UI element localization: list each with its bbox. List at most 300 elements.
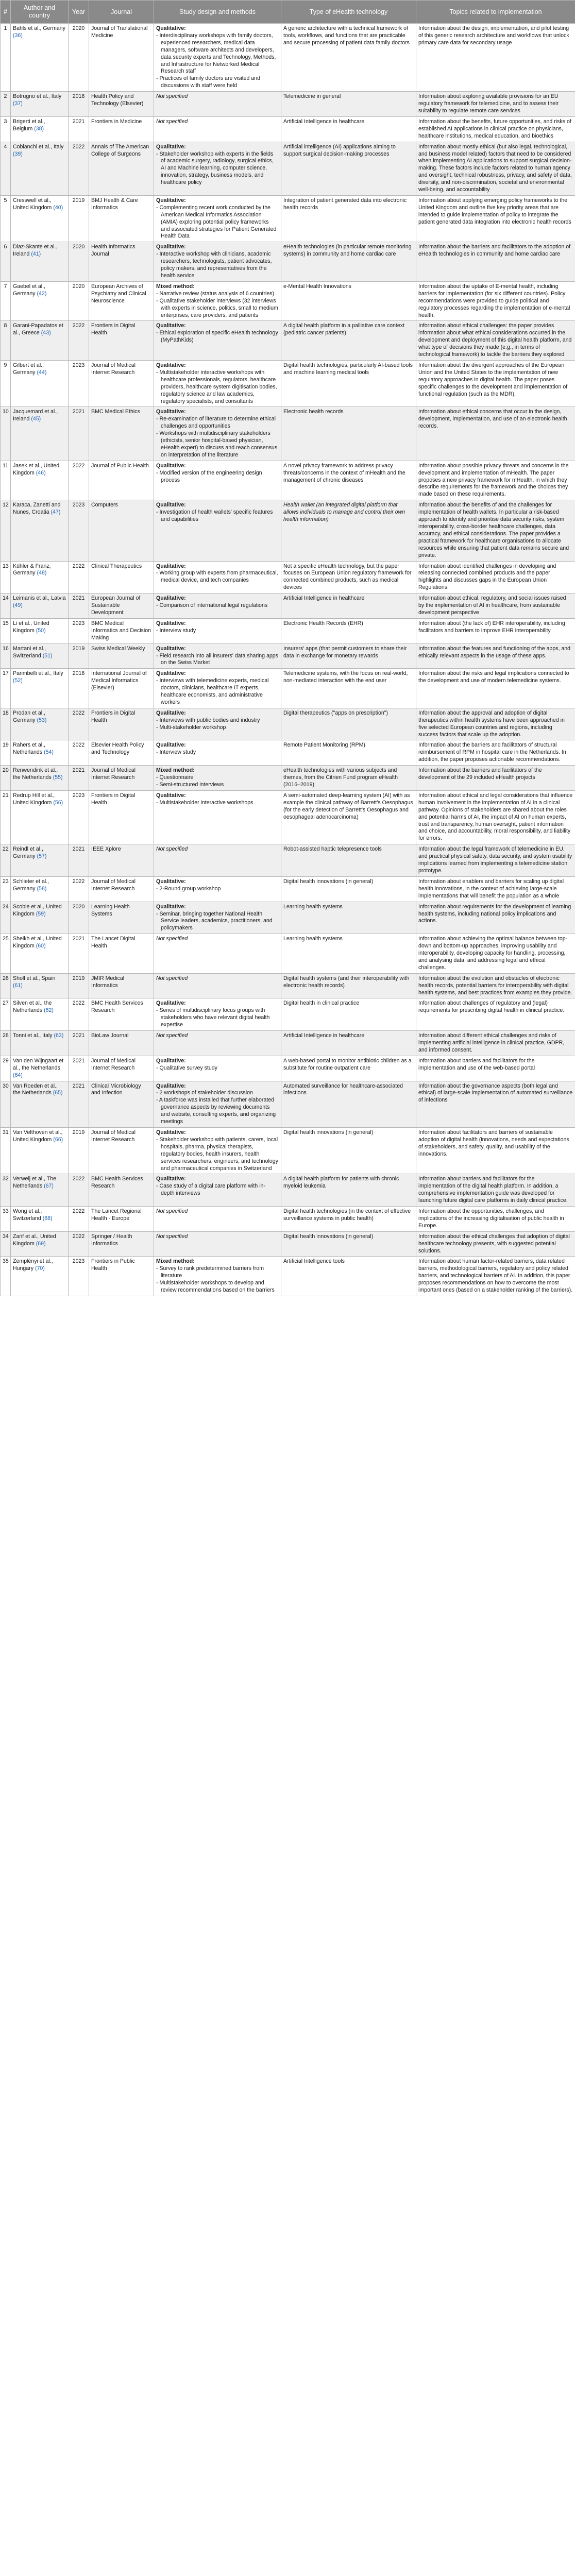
design-method-item: - 2-Round group workshop xyxy=(156,885,221,892)
journal-cell: Journal of Medical Internet Research xyxy=(89,360,154,406)
technology-cell: Digital health innovations (in general) xyxy=(281,1231,416,1257)
reference-link[interactable]: (58) xyxy=(37,885,47,892)
topics-cell: Information about the governance aspects (both legal and ethical) of large-scale implementation of automated surveillance of infections xyxy=(416,1081,575,1127)
technology-cell: Artificial Intelligence tools xyxy=(281,1257,416,1296)
row-number: 22 xyxy=(1,844,11,877)
author-cell xyxy=(11,973,69,998)
reference-link[interactable]: (49) xyxy=(13,602,23,609)
row-number: 21 xyxy=(1,790,11,844)
design-cell xyxy=(154,1031,281,1056)
table-row xyxy=(1,934,575,974)
topics-cell: Information about barriers and facilitators for the implementation and use of the web-based portal xyxy=(416,1056,575,1081)
design-method-item: - Survey to rank predetermined barriers from literature xyxy=(156,1265,264,1279)
journal-cell: BMJ Health & Care Informatics xyxy=(89,195,154,242)
design-cell xyxy=(154,461,281,500)
row-number: 28 xyxy=(1,1031,11,1056)
design-cell xyxy=(154,24,281,92)
reference-link[interactable]: (52) xyxy=(13,677,23,684)
topics-cell: Information about requirements for the development of learning health systems, including national policy implications and actions. xyxy=(416,902,575,934)
table-row xyxy=(1,998,575,1031)
design-cell xyxy=(154,876,281,902)
author-name: Verweij et al., The Netherlands xyxy=(13,1176,57,1190)
topics-cell: Information about the barriers and facilitators of structural reimbursement of RPM in hospital care in the Netherlands. In addition, the paper proposes actionable recommendations. xyxy=(416,740,575,766)
journal-cell: Clinical Microbiology and Infection xyxy=(89,1081,154,1127)
journal-cell: Learning Health Systems xyxy=(89,902,154,934)
table-row xyxy=(1,669,575,708)
topics-cell: Information about ethical and legal considerations that influence human involvement in the implementation of AI in a clinical pathway. Opinions of stakeholders are shared about the roles and potential harms of AI, the impact of AI on human experts, trust and transparency, human oversight, patient information and choice, and accountability, moral responsibility, and liability for errors. xyxy=(416,790,575,844)
author-cell xyxy=(11,195,69,242)
technology-cell: eHealth technologies with various subjects and themes, from the Citrien Fund program eHealth (2016–2019) xyxy=(281,766,416,791)
design-cell xyxy=(154,142,281,195)
journal-cell: Journal of Public Health xyxy=(89,461,154,500)
table-row xyxy=(1,876,575,902)
design-method-item: - Interviews with telemedicine experts, medical doctors, clinicians, healthcare IT experts, healthcare economists, and administrative workers xyxy=(156,677,269,705)
design-method-item: - Multistakeholder interactive workshops with healthcare professionals, regulators, healthcare providers, healthcare system digitisation bodies, regulatory science and law academics, regulatory specialists, and consultants xyxy=(156,369,277,404)
design-type-label: Qualitative: xyxy=(156,197,186,204)
technology-cell: A digital health platform for patients with chronic myeloid leukemia xyxy=(281,1174,416,1207)
author-name: Schlieter et al., Germany xyxy=(13,878,49,892)
technology-cell: Digital health in clinical practice xyxy=(281,998,416,1031)
technology-cell: A novel privacy framework to address privacy threats/concerns in the context of mHealth and the management of chronic diseases xyxy=(281,461,416,500)
author-cell xyxy=(11,1031,69,1056)
design-type-label: Qualitative: xyxy=(156,670,186,677)
topics-cell: Information about possible privacy threats and concerns in the development and implementation of mHealth. The paper proposes a new privacy framework for mHealth, in which they describe requirements for the framework and the choices they made based on these requirements. xyxy=(416,461,575,500)
author-name: Van Roeden et al., the Netherlands xyxy=(13,1082,58,1096)
table-row xyxy=(1,740,575,766)
reference-link[interactable]: (41) xyxy=(31,251,41,258)
year-cell: 2020 xyxy=(69,902,89,934)
design-type-label: Qualitative: xyxy=(156,1176,186,1182)
row-number: 30 xyxy=(1,1081,11,1127)
design-method-item: - Working group with experts from pharmaceutical, medical device, and tech companies xyxy=(156,570,278,584)
technology-cell: Integration of patient generated data into electronic health records xyxy=(281,195,416,242)
design-method-item: - Multistakeholder interactive workshops xyxy=(156,799,253,806)
design-cell xyxy=(154,1231,281,1257)
table-row xyxy=(1,1081,575,1127)
design-method-item: - Interviews with public bodies and industry xyxy=(156,717,260,723)
author-name: Garani-Papadatos et al., Greece xyxy=(13,323,63,336)
author-cell xyxy=(11,142,69,195)
author-cell xyxy=(11,934,69,974)
topics-cell: Information about human factor-related barriers, data related barriers, methodological barriers, regulatory and policy related barriers, and technological barriers of AI. In addition, this paper proposes recommendations on how to overcome the most important ones (based on a stakeholder ranking of the barriers). xyxy=(416,1257,575,1296)
journal-cell: International Journal of Medical Informatics (Elsevier) xyxy=(89,669,154,708)
table-row xyxy=(1,1231,575,1257)
topics-cell: Information about exploring available provisions for an EU regulatory framework for telemedicine, and to assess their suitability to regulate remote care services xyxy=(416,92,575,117)
row-number: 6 xyxy=(1,242,11,282)
row-number: 24 xyxy=(1,902,11,934)
author-name: Wong et al., Switzerland xyxy=(13,1208,42,1222)
author-name: Gilbert et al., Germany xyxy=(13,362,44,376)
year-cell: 2021 xyxy=(69,934,89,974)
design-type-label: Qualitative: xyxy=(156,563,186,569)
journal-cell: BMC Medical Informatics and Decision Making xyxy=(89,618,154,643)
row-number: 13 xyxy=(1,561,11,594)
journal-cell: Annals of The American College of Surgeons xyxy=(89,142,154,195)
reference-link[interactable]: (40) xyxy=(53,204,63,211)
table-row xyxy=(1,973,575,998)
reference-link[interactable]: (47) xyxy=(50,509,61,516)
author-cell xyxy=(11,407,69,461)
journal-cell: JMIR Medical Informatics xyxy=(89,973,154,998)
design-type-label: Qualitative: xyxy=(156,878,186,885)
design-type-label: Mixed method: xyxy=(156,283,195,290)
author-cell xyxy=(11,1056,69,1081)
design-type-label: Qualitative: xyxy=(156,143,186,150)
design-cell xyxy=(154,360,281,406)
reference-link[interactable]: (65) xyxy=(53,1090,63,1096)
row-number: 26 xyxy=(1,973,11,998)
table-row xyxy=(1,461,575,500)
table-row xyxy=(1,618,575,643)
reference-link[interactable]: (56) xyxy=(53,799,63,806)
technology-cell: A digital health platform in a palliative care context (pediatric cancer patients) xyxy=(281,321,416,361)
author-cell xyxy=(11,92,69,117)
journal-cell: European Archives of Psychiatry and Clinical Neuroscience xyxy=(89,281,154,321)
row-number: 29 xyxy=(1,1056,11,1081)
technology-cell: Digital health systems (and their interoperability with electronic health records) xyxy=(281,973,416,998)
year-cell: 2021 xyxy=(69,594,89,619)
design-method-item: - Qualitative survey study xyxy=(156,1064,217,1071)
author-name: Renwendink et al., the Netherlands xyxy=(13,767,58,781)
design-not-specified: Not specified xyxy=(156,1208,188,1215)
design-not-specified: Not specified xyxy=(156,118,188,125)
author-name: Redrup Hill et al., United Kingdom xyxy=(13,792,55,806)
year-cell: 2023 xyxy=(69,618,89,643)
reference-link[interactable]: (64) xyxy=(13,1072,23,1078)
design-type-label: Qualitative: xyxy=(156,502,186,509)
reference-link[interactable]: (36) xyxy=(13,32,23,39)
author-name: Li et al., United Kingdom xyxy=(13,620,49,634)
year-cell: 2019 xyxy=(69,195,89,242)
author-cell xyxy=(11,360,69,406)
row-number: 5 xyxy=(1,195,11,242)
design-type-label: Qualitative: xyxy=(156,645,186,652)
row-number: 19 xyxy=(1,740,11,766)
year-cell: 2021 xyxy=(69,1081,89,1127)
design-type-label: Qualitative: xyxy=(156,742,186,749)
author-cell xyxy=(11,669,69,708)
journal-cell: IEEE Xplore xyxy=(89,844,154,877)
reference-link[interactable]: (45) xyxy=(31,416,41,422)
journal-cell: Frontiers in Digital Health xyxy=(89,708,154,740)
reference-link[interactable]: (53) xyxy=(37,717,47,723)
author-name: Karaca, Zanetti and Nunes, Croatia xyxy=(13,502,61,516)
technology-cell: A generic architecture with a technical framework of tools, workflows, and functions that are practicable and secure processing of patient data family doctors xyxy=(281,24,416,92)
author-name: Martani et al., Switzerland xyxy=(13,645,46,659)
journal-cell: Computers xyxy=(89,500,154,561)
journal-cell: Journal of Medical Internet Research xyxy=(89,766,154,791)
design-method-item: - Investigation of health wallets' specific features and capabilities xyxy=(156,509,273,523)
technology-cell: Insurers' apps (that permit customers to share their data in exchange for monetary rewards xyxy=(281,643,416,669)
design-cell xyxy=(154,998,281,1031)
table-row xyxy=(1,561,575,594)
reference-link[interactable]: (69) xyxy=(36,1240,46,1247)
year-cell: 2019 xyxy=(69,973,89,998)
row-number: 1 xyxy=(1,24,11,92)
table-row xyxy=(1,321,575,361)
author-name: Sholl et al., Spain xyxy=(13,975,56,981)
design-type-label: Qualitative: xyxy=(156,1000,186,1007)
reference-link[interactable]: (48) xyxy=(37,570,47,577)
author-name: Sheikh et al., United Kingdom xyxy=(13,936,62,950)
row-number: 14 xyxy=(1,594,11,619)
topics-cell: Information about the ethical challenges that adoption of digital healthcare technology presents, with suggested potential solutions. xyxy=(416,1231,575,1257)
author-name: Cresswell et al., United Kingdom xyxy=(13,197,52,211)
table-body xyxy=(1,24,575,1296)
author-name: Gaebel et al., Germany xyxy=(13,283,46,297)
design-type-label: Qualitative: xyxy=(156,792,186,799)
author-cell xyxy=(11,1174,69,1207)
table-row xyxy=(1,902,575,934)
author-cell xyxy=(11,844,69,877)
reference-link[interactable]: (50) xyxy=(36,627,46,634)
technology-cell: Learning health systems xyxy=(281,902,416,934)
year-cell: 2023 xyxy=(69,1257,89,1296)
journal-cell: Springer / Health Informatics xyxy=(89,1231,154,1257)
technology-cell: Electronic health records xyxy=(281,407,416,461)
year-cell: 2023 xyxy=(69,360,89,406)
row-number: 3 xyxy=(1,116,11,142)
journal-cell: The Lancet Digital Health xyxy=(89,934,154,974)
design-method-item: - Interview study xyxy=(156,627,196,634)
reference-link[interactable]: (68) xyxy=(42,1215,53,1222)
row-number: 25 xyxy=(1,934,11,974)
technology-cell: Digital health technologies, particularly AI-based tools and machine learning medical tools xyxy=(281,360,416,406)
year-cell: 2022 xyxy=(69,1231,89,1257)
reference-link[interactable]: (38) xyxy=(34,125,44,132)
year-cell: 2020 xyxy=(69,24,89,92)
design-cell xyxy=(154,1127,281,1174)
technology-cell: A web-based portal to monitor antibiotic children as a substitute for routine outpatient care xyxy=(281,1056,416,1081)
reference-link[interactable]: (43) xyxy=(41,330,51,336)
technology-cell: Digital health technologies (in the context of effective surveillance systems in public health) xyxy=(281,1207,416,1232)
topics-cell: Information about the risks and legal implications connected to the development and use of modern telemedicine systems. xyxy=(416,669,575,708)
journal-cell: Frontiers in Public Health xyxy=(89,1257,154,1296)
year-cell: 2020 xyxy=(69,281,89,321)
year-cell: 2022 xyxy=(69,876,89,902)
author-name: Zemplényi et al., Hungary xyxy=(13,1258,53,1272)
design-type-label: Qualitative: xyxy=(156,1129,186,1136)
row-number: 4 xyxy=(1,142,11,195)
author-cell xyxy=(11,998,69,1031)
technology-cell: Artificial Intelligence in healthcare xyxy=(281,116,416,142)
journal-cell: Frontiers in Digital Health xyxy=(89,321,154,361)
topics-cell: Information about the benefits of and the challenges for implementation of health wallets. In particular a risk-based approach to identify and prioritise data security risks, system interoperability, cross-border healthcare challenges, data accuracy, and ethical considerations. The paper provides a practical framework for healthcare organisations to allocate resources while ensuring that patient data remains secure and private. xyxy=(416,500,575,561)
reference-link[interactable]: (67) xyxy=(44,1183,54,1190)
design-cell xyxy=(154,740,281,766)
author-cell xyxy=(11,500,69,561)
design-not-specified: Not specified xyxy=(156,936,188,942)
reference-link[interactable]: (44) xyxy=(37,369,47,376)
topics-cell: Information about barriers and facilitators for the implementation of the digital health platform. In addition, a comprehensive implementation guide was developed for launching future digital care platforms in daily clinical practice. xyxy=(416,1174,575,1207)
design-cell xyxy=(154,708,281,740)
header-topics: Topics related to implementation xyxy=(416,1,575,24)
topics-cell: Information about the opportunities, challenges, and implications of the increasing digitalisation of public health in Europe. xyxy=(416,1207,575,1232)
journal-cell: Journal of Translational Medicine xyxy=(89,24,154,92)
design-cell xyxy=(154,500,281,561)
design-method-item: - Questionnaire xyxy=(156,774,194,781)
topics-cell: Information about the barriers and facilitators of the development of the 29 included eHealth projects xyxy=(416,766,575,791)
year-cell: 2023 xyxy=(69,790,89,844)
topics-cell: Information about (the lack of) EHR interoperability, including facilitators and barriers to improve EHR interoperability xyxy=(416,618,575,643)
reference-link[interactable]: (70) xyxy=(35,1265,45,1272)
reference-link[interactable]: (42) xyxy=(37,290,47,297)
table-row xyxy=(1,1257,575,1296)
design-type-label: Mixed method: xyxy=(156,1258,195,1265)
year-cell: 2022 xyxy=(69,708,89,740)
topics-cell: Information about challenges of regulatory and (legal) requirements for prescribing digital health in clinical practice. xyxy=(416,998,575,1031)
table-row xyxy=(1,1056,575,1081)
technology-cell: Not a specific eHealth technology, but the paper focuses on European Union regulatory framework for connected combined products, such as medical devices xyxy=(281,561,416,594)
row-number: 18 xyxy=(1,708,11,740)
journal-cell: BMC Health Services Research xyxy=(89,998,154,1031)
author-name: Prodan et al., Germany xyxy=(13,709,46,723)
technology-cell: Digital health innovations (in general) xyxy=(281,876,416,902)
journal-cell: BioLaw Journal xyxy=(89,1031,154,1056)
row-number: 7 xyxy=(1,281,11,321)
table-row xyxy=(1,281,575,321)
topics-cell: Information about the benefits, future opportunities, and risks of established AI applications in clinical practice on physicians, healthcare institutions, medical education, and bioethics xyxy=(416,116,575,142)
author-cell xyxy=(11,618,69,643)
reference-link[interactable]: (51) xyxy=(42,652,53,659)
row-number: 10 xyxy=(1,407,11,461)
technology-cell: Health wallet (an integrated digital platform that allows individuals to manage and control their own health information) xyxy=(281,500,416,561)
author-cell xyxy=(11,1257,69,1296)
row-number: 20 xyxy=(1,766,11,791)
topics-cell: Information about the features and functioning of the apps, and ethically relevant aspects in the usage of these apps. xyxy=(416,643,575,669)
topics-cell: Information about achieving the optimal balance between top-down and bottom-up approaches, improving usability and interoperability, developing capacity for handling, processing, and analysing data, and addressing legal and ethical challenges. xyxy=(416,934,575,974)
reference-link[interactable]: (57) xyxy=(37,853,47,860)
table-row xyxy=(1,360,575,406)
reference-link[interactable]: (63) xyxy=(54,1032,64,1039)
author-cell xyxy=(11,790,69,844)
year-cell: 2019 xyxy=(69,1127,89,1174)
reference-link[interactable]: (61) xyxy=(13,982,23,989)
journal-cell: Frontiers in Digital Health xyxy=(89,790,154,844)
design-cell xyxy=(154,561,281,594)
author-cell xyxy=(11,561,69,594)
reference-link[interactable]: (60) xyxy=(36,943,46,950)
technology-cell: Telemedicine in general xyxy=(281,92,416,117)
journal-cell: BMC Health Services Research xyxy=(89,1174,154,1207)
author-name: Tonni et al., Italy xyxy=(13,1032,53,1039)
row-number: 15 xyxy=(1,618,11,643)
row-number: 31 xyxy=(1,1127,11,1174)
author-cell xyxy=(11,1127,69,1174)
table-row xyxy=(1,1174,575,1207)
design-method-item: - Workshops with multidisciplinary stakeholders (ethicists, senior hospital-based physician, eHealth expert) to discuss and reach consensus on interpretation of the literature xyxy=(156,430,278,458)
reference-link[interactable]: (62) xyxy=(44,1007,54,1014)
journal-cell: Health Policy and Technology (Elsevier) xyxy=(89,92,154,117)
journal-cell: Swiss Medical Weekly xyxy=(89,643,154,669)
table-row xyxy=(1,643,575,669)
design-type-label: Qualitative: xyxy=(156,462,186,469)
journal-cell: Journal of Medical Internet Research xyxy=(89,1056,154,1081)
table-row xyxy=(1,195,575,242)
design-cell xyxy=(154,973,281,998)
author-name: Bahls et al., Germany xyxy=(13,25,65,31)
design-method-item: - Modified version of the engineering design process xyxy=(156,469,262,483)
reference-link[interactable]: (37) xyxy=(13,100,23,107)
topics-cell: Information about the approval and adoption of digital therapeutics within health systems have been approached in five selected European countries and regions, including success factors that scale up the adoption. xyxy=(416,708,575,740)
author-cell xyxy=(11,876,69,902)
reference-link[interactable]: (66) xyxy=(53,1136,63,1143)
technology-cell: Robot-assisted haptic telepresence tools xyxy=(281,844,416,877)
author-cell xyxy=(11,643,69,669)
design-not-specified: Not specified xyxy=(156,1032,188,1039)
year-cell: 2022 xyxy=(69,461,89,500)
year-cell: 2022 xyxy=(69,998,89,1031)
table-row xyxy=(1,1207,575,1232)
reference-link[interactable]: (46) xyxy=(36,469,46,476)
technology-cell: Automated surveillance for healthcare-associated infections xyxy=(281,1081,416,1127)
design-not-specified: Not specified xyxy=(156,1233,188,1240)
year-cell: 2021 xyxy=(69,407,89,461)
author-name: Jacquemard et al., Ireland xyxy=(13,409,58,422)
technology-cell: e-Mental Health Innovations xyxy=(281,281,416,321)
row-number: 16 xyxy=(1,643,11,669)
design-method-item: - Ethical exploration of specific eHealth technology (MyPathKids) xyxy=(156,330,278,344)
row-number: 35 xyxy=(1,1257,11,1296)
design-method-item: - Complementing recent work conducted by the American Medical Informatics Association (AMIA) exploring potential policy frameworks and associated strategies for Patient Generated Health Data xyxy=(156,204,277,240)
reference-link[interactable]: (55) xyxy=(53,774,63,781)
author-name: Silven et al., the Netherlands xyxy=(13,1000,52,1014)
row-number: 11 xyxy=(1,461,11,500)
technology-cell: Telemedicine systems, with the focus on real-world, non-mediated interaction with the end user xyxy=(281,669,416,708)
design-type-label: Qualitative: xyxy=(156,409,186,415)
row-number: 23 xyxy=(1,876,11,902)
reference-link[interactable]: (54) xyxy=(44,749,54,756)
design-method-item: - Interactive workshop with clinicians, academic researchers, technologists, patient advocates, policy makers, and representatives from the health service xyxy=(156,251,272,279)
author-cell xyxy=(11,116,69,142)
author-name: Jasek et al., United Kingdom xyxy=(13,462,60,476)
design-method-item: - Re-examination of literature to determine ethical challenges and opportunities xyxy=(156,416,276,430)
design-not-specified: Not specified xyxy=(156,846,188,853)
design-type-label: Qualitative: xyxy=(156,244,186,250)
reference-link[interactable]: (39) xyxy=(13,150,23,157)
design-cell xyxy=(154,1056,281,1081)
row-number: 2 xyxy=(1,92,11,117)
topics-cell: Information about the evolution and obstacles of electronic health records, potential barriers for interoperability with digital health systems, and best practices from examples they provide. xyxy=(416,973,575,998)
table-row xyxy=(1,116,575,142)
header-tech: Type of eHealth technology xyxy=(281,1,416,24)
design-type-label: Qualitative: xyxy=(156,25,186,31)
reference-link[interactable]: (59) xyxy=(36,910,46,917)
design-cell xyxy=(154,1174,281,1207)
row-number: 17 xyxy=(1,669,11,708)
design-cell xyxy=(154,281,281,321)
author-name: Reindl et al., Germany xyxy=(13,846,43,860)
technology-cell: Learning health systems xyxy=(281,934,416,974)
design-cell xyxy=(154,766,281,791)
design-type-label: Qualitative: xyxy=(156,1057,186,1064)
design-method-item: - Narrative review (status analysis of 6 countries) xyxy=(156,290,275,297)
design-cell xyxy=(154,643,281,669)
topics-cell: Information about the design, implementation, and pilot testing of this generic research architecture and workflows that unlock primary care data for secondary usage xyxy=(416,24,575,92)
design-cell xyxy=(154,902,281,934)
row-number: 12 xyxy=(1,500,11,561)
table-row xyxy=(1,594,575,619)
table-row xyxy=(1,407,575,461)
design-cell xyxy=(154,407,281,461)
design-cell xyxy=(154,1257,281,1296)
table-row xyxy=(1,790,575,844)
year-cell: 2022 xyxy=(69,740,89,766)
journal-cell: Health Informatics Journal xyxy=(89,242,154,282)
author-cell xyxy=(11,708,69,740)
design-method-item: - Interview study xyxy=(156,749,196,756)
year-cell: 2022 xyxy=(69,1207,89,1232)
